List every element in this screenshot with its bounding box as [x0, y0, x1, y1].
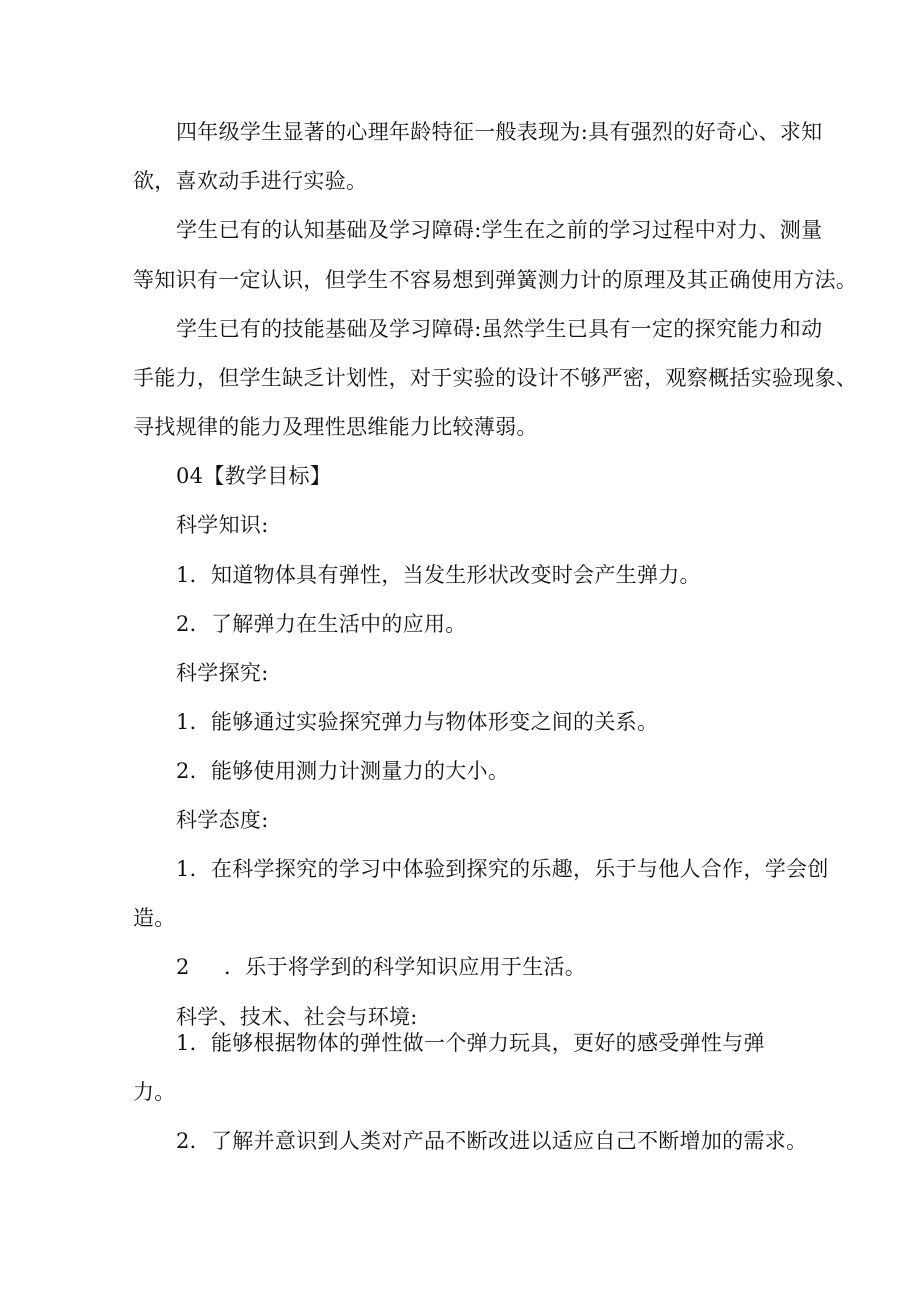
list-item-sts-2: 2．了解并意识到人类对产品不断改进以适应自己不断增加的需求。 [176, 1129, 808, 1153]
list-item-inquiry-1: 1．能够通过实验探究弹力与物体形变之间的关系。 [176, 710, 659, 734]
list-item-attitude-1-line-1: 1．在科学探究的学习中体验到探究的乐趣，乐于与他人合作，学会创 [176, 857, 829, 881]
heading-science-knowledge: 科学知识: [176, 513, 269, 537]
list-item-sts-1-line-2: 力。 [133, 1080, 176, 1104]
list-item-knowledge-2: 2．了解弹力在生活中的应用。 [176, 612, 467, 636]
list-item-sts-1-line-1: 1．能够根据物体的弹性做一个弹力玩具，更好的感受弹性与弹 [176, 1031, 765, 1055]
list-item-text: ．乐于将学到的科学知识应用于生活。 [224, 955, 587, 979]
list-item-attitude-2 [176, 953, 586, 981]
paragraph-psychology-line-2: 欲，喜欢动手进行实验。 [133, 169, 368, 193]
list-item-number: 2 [176, 955, 190, 979]
list-item-knowledge-1: 1．知道物体具有弹性，当发生形状改变时会产生弹力。 [176, 563, 701, 587]
paragraph-skills-line-2: 手能力，但学生缺乏计划性，对于实验的设计不够严密，观察概括实验现象、 [133, 366, 858, 390]
paragraph-psychology-line-1: 四年级学生显著的心理年龄特征一般表现为:具有强烈的好奇心、求知 [176, 120, 823, 144]
paragraph-cognition-line-2: 等知识有一定认识，但学生不容易想到弹簧测力计的原理及其正确使用方法。 [133, 268, 858, 292]
heading-science-attitude: 科学态度: [176, 808, 269, 832]
list-item-attitude-1-line-2: 造。 [133, 906, 176, 930]
list-item-inquiry-2: 2．能够使用测力计测量力的大小。 [176, 759, 510, 783]
paragraph-skills-line-3: 寻找规律的能力及理性思维能力比较薄弱。 [133, 415, 538, 439]
section-heading-objectives: 04【教学目标】 [176, 464, 332, 488]
paragraph-cognition-line-1: 学生已有的认知基础及学习障碍:学生在之前的学习过程中对力、测量 [176, 218, 823, 242]
heading-sts: 科学、技术、社会与环境: [176, 1005, 418, 1029]
paragraph-skills-line-1: 学生已有的技能基础及学习障碍:虽然学生已具有一定的探究能力和动 [176, 317, 823, 341]
heading-science-inquiry: 科学探究: [176, 661, 269, 685]
